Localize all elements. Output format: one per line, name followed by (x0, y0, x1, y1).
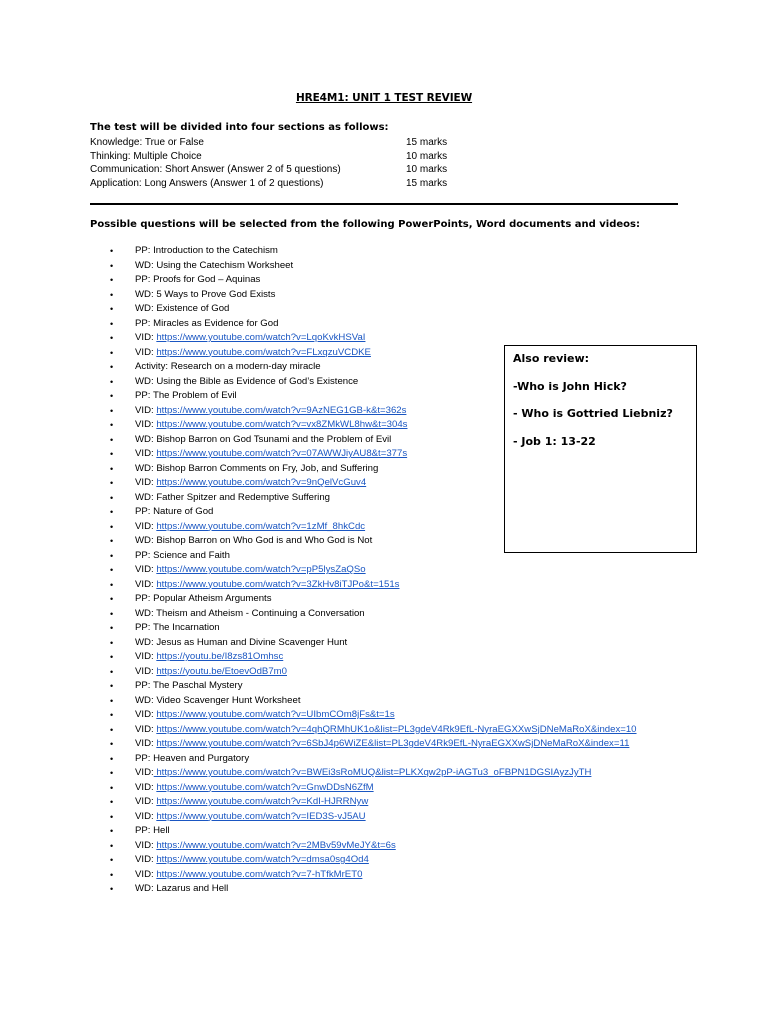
bullet-icon: • (110, 275, 114, 285)
section-marks: 10 marks (406, 150, 448, 162)
list-item-text: WD: Video Scavenger Hunt Worksheet (135, 694, 301, 706)
video-link[interactable]: https://www.youtube.com/watch?v=9AzNEG1GB-k&t=362s (156, 404, 407, 416)
list-item-text: WD: Bishop Barron Comments on Fry, Job, and Suffering (135, 462, 379, 474)
list-item (110, 665, 637, 680)
bullet-icon: • (110, 637, 114, 648)
list-item (110, 679, 637, 694)
video-link[interactable]: https://youtu.be/EtoevOdB7m0 (156, 665, 287, 677)
list-item-text: VID: (135, 332, 157, 343)
video-link[interactable]: https://www.youtube.com/watch?v=BWEi3sRoMUQ&list=PLKXqw2pP-iAGTu3_oFBPN1DGSIAyzJyTH (153, 767, 592, 778)
bullet-icon: • (110, 724, 114, 735)
list-item-text: PP: Science and Faith (135, 549, 230, 561)
bullet-icon: • (110, 565, 114, 575)
list-item-text: VID: (135, 404, 157, 416)
list-item-text: WD: Theism and Atheism - Continuing a Conversation (135, 607, 365, 619)
video-link[interactable]: https://www.youtube.com/watch?v=7-hTfkMrET0 (156, 868, 363, 880)
list-item (110, 868, 637, 883)
video-link[interactable]: https://www.youtube.com/watch?v=IED3S-vJ5AU (156, 810, 366, 822)
list-item-text: VID: (135, 419, 157, 430)
video-link[interactable]: https://www.youtube.com/watch?v=6SbJ4p6WiZE&list=PL3gdeV4Rk9EfL-NyraEGXXwSjDNeMaRoX&index=11 (156, 738, 630, 749)
bullet-icon: • (110, 652, 114, 662)
section-row (90, 136, 470, 150)
review-line: - Job 1: 13-22 (513, 434, 596, 448)
list-item (110, 723, 637, 738)
bullet-icon: • (110, 420, 114, 430)
bullet-icon: • (110, 666, 114, 677)
list-item-text: VID: (135, 578, 157, 590)
video-link[interactable]: https://youtu.be/I8zs81Omhsc (156, 651, 284, 662)
list-item (110, 621, 637, 636)
resource-list (110, 244, 637, 897)
list-item-text: VID: (135, 520, 157, 532)
video-link[interactable]: https://www.youtube.com/watch?v=2MBv59vMeJY&t=6s (156, 839, 396, 851)
bullet-icon: • (110, 594, 114, 604)
list-item-text: PP: Proofs for God – Aquinas (135, 274, 261, 285)
list-item (110, 781, 637, 796)
list-item (110, 259, 637, 274)
list-item (110, 882, 637, 897)
video-link[interactable]: https://www.youtube.com/watch?v=GnwDDsN6ZfM (156, 781, 374, 793)
video-link[interactable]: https://www.youtube.com/watch?v=FLxqzuVCDKE (156, 346, 371, 358)
video-link[interactable]: https://www.youtube.com/watch?v=pP5lysZaQSo (156, 564, 366, 575)
list-item (110, 273, 637, 288)
list-item-text: VID: (135, 767, 154, 778)
bullet-icon: • (110, 521, 114, 532)
bullet-icon: • (110, 884, 114, 894)
bullet-icon: • (110, 840, 114, 851)
review-line: Also review: (513, 352, 590, 365)
list-item-text: VID: (135, 651, 157, 662)
list-item-text: WD: Using the Bible as Evidence of God’s Existence (135, 375, 359, 387)
page-title: HRE4M1: UNIT 1 TEST REVIEW (295, 92, 473, 104)
list-item-text: WD: 5 Ways to Prove God Exists (135, 288, 276, 300)
bullet-icon: • (110, 753, 114, 764)
section-label: Communication: Short Answer (Answer 2 of 5 questions) (90, 164, 341, 176)
section-label: Knowledge: True or False (90, 137, 204, 148)
horizontal-divider (90, 203, 678, 205)
list-item (110, 607, 637, 622)
list-item (110, 766, 637, 781)
list-item (110, 331, 637, 346)
list-item (110, 708, 637, 723)
review-line: -Who is John Hick? (513, 379, 627, 393)
bullet-icon: • (110, 405, 114, 416)
bullet-icon: • (110, 782, 114, 793)
list-item-text: PP: The Incarnation (135, 622, 220, 633)
also-review-box (504, 345, 697, 553)
list-item (110, 737, 637, 752)
review-line: - Who is Gottried Liebniz? (513, 407, 673, 420)
section-label: Application: Long Answers (Answer 1 of 2 questions) (90, 177, 324, 189)
bullet-icon: • (110, 536, 114, 546)
list-item-text: WD: Bishop Barron on Who God is and Who God is Not (135, 535, 373, 546)
questions-heading: Possible questions will be selected from the following PowerPoints, Word documents and videos: (90, 219, 640, 230)
list-item (110, 563, 637, 578)
bullet-icon: • (110, 681, 114, 691)
list-item (110, 578, 637, 593)
list-item (110, 592, 637, 607)
bullet-icon: • (110, 855, 114, 865)
list-item (110, 317, 637, 332)
bullet-icon: • (110, 362, 114, 372)
bullet-icon: • (110, 797, 114, 807)
video-link[interactable]: https://www.youtube.com/watch?v=UIbmCOm8jFs&t=1s (156, 709, 395, 720)
list-item (110, 302, 637, 317)
list-item-text: VID: (135, 709, 157, 720)
section-marks: 10 marks (406, 164, 448, 176)
list-item-text: VID: (135, 738, 157, 749)
bullet-icon: • (110, 623, 114, 633)
list-item-text: PP: The Problem of Evil (135, 390, 237, 401)
bullet-icon: • (110, 304, 114, 314)
list-item-text: VID: (135, 810, 157, 822)
video-link[interactable]: https://www.youtube.com/watch?v=4qhQRMhUK1o&list=PL3gdeV4Rk9EfL-NyraEGXXwSjDNeMaRoX&index=10 (156, 723, 637, 735)
bullet-icon: • (110, 492, 114, 503)
bullet-icon: • (110, 318, 114, 329)
list-item (110, 839, 637, 854)
list-item-text: VID: (135, 564, 157, 575)
bullet-icon: • (110, 478, 114, 488)
bullet-icon: • (110, 246, 114, 256)
video-link[interactable]: https://www.youtube.com/watch?v=9nQelVcGuv4 (156, 477, 367, 488)
bullet-icon: • (110, 449, 114, 459)
bullet-icon: • (110, 550, 114, 561)
list-item (110, 694, 637, 709)
list-item-text: PP: Nature of God (135, 506, 214, 517)
bullet-icon: • (110, 376, 114, 387)
bullet-icon: • (110, 811, 114, 822)
list-item-text: PP: Miracles as Evidence for God (135, 317, 279, 329)
list-item-text: VID: (135, 796, 157, 807)
section-marks: 15 marks (406, 177, 448, 189)
list-item-text: WD: Jesus as Human and Divine Scavenger Hunt (135, 636, 348, 648)
section-label: Thinking: Multiple Choice (90, 150, 202, 162)
video-link[interactable]: https://www.youtube.com/watch?v=07AWWJiyAU8&t=377s (156, 448, 408, 459)
list-item-text: VID: (135, 346, 157, 358)
list-item-text: WD: Lazarus and Hell (135, 883, 229, 894)
list-item-text: PP: Hell (135, 825, 170, 836)
list-item (110, 853, 637, 868)
bullet-icon: • (110, 463, 114, 474)
bullet-icon: • (110, 739, 114, 749)
list-item-text: PP: The Paschal Mystery (135, 680, 243, 691)
list-item-text: VID: (135, 723, 157, 735)
bullet-icon: • (110, 391, 114, 401)
bullet-icon: • (110, 710, 114, 720)
video-link[interactable]: https://www.youtube.com/watch?v=vx8ZMkWL8hw&t=304s (156, 419, 408, 430)
list-item-text: WD: Bishop Barron on God Tsunami and the Problem of Evil (135, 433, 392, 445)
list-item-text: VID: (135, 477, 157, 488)
section-marks: 15 marks (406, 137, 448, 148)
bullet-icon: • (110, 826, 114, 836)
list-item-text: VID: (135, 854, 157, 865)
sections-table (90, 136, 470, 190)
list-item-text: PP: Heaven and Purgatory (135, 752, 250, 764)
list-item (110, 244, 637, 259)
list-item (110, 752, 637, 767)
bullet-icon: • (110, 608, 114, 619)
list-item (110, 636, 637, 651)
bullet-icon: • (110, 695, 114, 706)
bullet-icon: • (110, 434, 114, 445)
section-row (90, 150, 470, 164)
list-item-text: VID: (135, 665, 157, 677)
bullet-icon: • (110, 289, 114, 300)
bullet-icon: • (110, 869, 114, 880)
list-item-text: VID: (135, 781, 157, 793)
video-link[interactable]: https://www.youtube.com/watch?v=KdI-HJRRNyw (156, 796, 369, 807)
video-link[interactable]: https://www.youtube.com/watch?v=3ZkHv8iTJPo&t=151s (156, 578, 400, 590)
list-item-text: VID: (135, 448, 157, 459)
list-item (110, 288, 637, 303)
video-link[interactable]: https://www.youtube.com/watch?v=1zMf_8hkCdc (156, 520, 366, 532)
section-row (90, 163, 470, 177)
list-item-text: PP: Popular Atheism Arguments (135, 593, 272, 604)
section-row (90, 177, 470, 191)
list-item-text: WD: Existence of God (135, 303, 230, 314)
sections-heading: The test will be divided into four sections as follows: (90, 122, 389, 133)
bullet-icon: • (110, 260, 114, 271)
bullet-icon: • (110, 333, 114, 343)
bullet-icon: • (110, 507, 114, 517)
list-item (110, 650, 637, 665)
list-item-text: VID: (135, 868, 157, 880)
list-item-text: WD: Using the Catechism Worksheet (135, 259, 294, 271)
list-item-text: WD: Father Spitzer and Redemptive Suffering (135, 491, 330, 503)
bullet-icon: • (110, 347, 114, 358)
list-item (110, 795, 637, 810)
bullet-icon: • (110, 579, 114, 590)
list-item-text: VID: (135, 839, 157, 851)
list-item-text: PP: Introduction to the Catechism (135, 245, 278, 256)
list-item (110, 810, 637, 825)
video-link[interactable]: https://www.youtube.com/watch?v=LqoKvkHSVaI (156, 332, 366, 343)
list-item (110, 824, 637, 839)
bullet-icon: • (110, 768, 114, 778)
list-item-text: Activity: Research on a modern-day miracle (135, 361, 321, 372)
video-link[interactable]: https://www.youtube.com/watch?v=dmsa0sg4Od4 (156, 854, 369, 865)
